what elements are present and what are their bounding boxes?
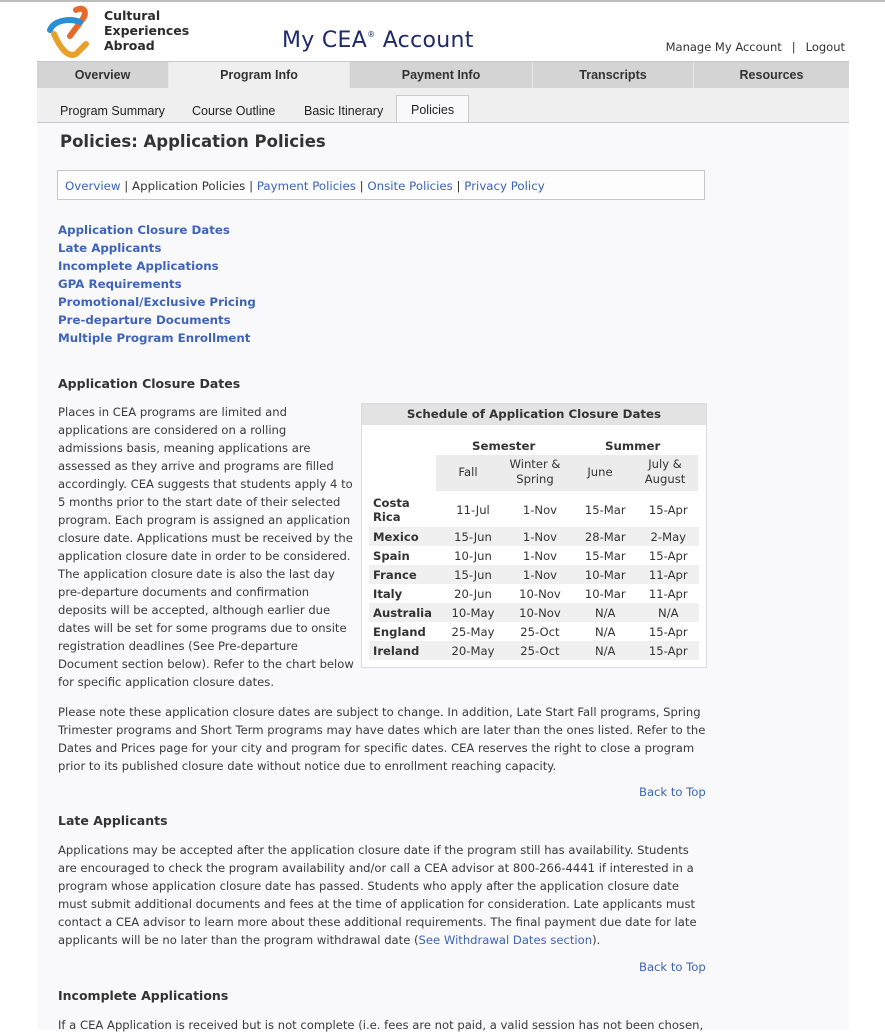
logo-line: Experiences bbox=[104, 23, 190, 38]
tab-transcripts[interactable]: Transcripts bbox=[533, 62, 694, 89]
logo-line: Abroad bbox=[104, 38, 155, 53]
sub-nav bbox=[37, 88, 849, 123]
page-title: Policies: Application Policies bbox=[60, 132, 326, 151]
late-text-end: ). bbox=[592, 933, 601, 947]
back-to-top-link[interactable]: Back to Top bbox=[639, 960, 706, 974]
anchor-late-applicants[interactable]: Late Applicants bbox=[58, 241, 162, 255]
separator: | bbox=[120, 179, 133, 193]
group-header-semester: Semester bbox=[472, 439, 536, 453]
tab-resources[interactable]: Resources bbox=[739, 68, 804, 82]
country-cell: England bbox=[373, 624, 426, 639]
schedule-row bbox=[369, 603, 699, 622]
withdrawal-dates-link[interactable]: See Withdrawal Dates section bbox=[418, 933, 593, 947]
logo-text bbox=[104, 8, 189, 53]
country-cell: Mexico bbox=[369, 527, 439, 546]
date-cell: 10-Nov bbox=[507, 603, 573, 622]
back-to-top-link[interactable]: Back to Top bbox=[639, 785, 706, 799]
logo-line: Cultural bbox=[104, 8, 161, 23]
logo-swirl-icon bbox=[46, 4, 102, 60]
policy-nav bbox=[57, 170, 705, 200]
column-header: June bbox=[587, 465, 613, 479]
anchor-promotional-pricing[interactable]: Promotional/Exclusive Pricing bbox=[58, 295, 256, 309]
section-heading-incomplete-applications: Incomplete Applications bbox=[58, 988, 229, 1003]
column-header: Fall bbox=[458, 465, 478, 479]
anchor-application-closure-dates[interactable]: Application Closure Dates bbox=[58, 223, 230, 237]
account-links bbox=[666, 40, 845, 54]
closure-intro-text: Places in CEA programs are limited and applications are considered on a rolling admissions basis, meaning applications are assessed as they arrive and programs are filled accordingly. CEA suggests that students apply 4 to 5 months prior to the start date of their selected program. Each program is assigned an application closure date. Applications must be received by the application closure date in order to be considered. The application closure date is also the last day pre-departure documents and confirmation deposits will be accepted, although earlier due dates will be set for some programs due to onsite registration deadlines (See Pre-departure Document section below). Refer to the chart below for specific application closure dates. bbox=[58, 405, 354, 689]
date-cell: 20-May bbox=[439, 641, 507, 660]
policy-nav-payment[interactable]: Payment Policies bbox=[256, 179, 356, 193]
cea-logo[interactable] bbox=[46, 4, 191, 60]
schedule-row bbox=[369, 527, 699, 546]
anchor-gpa-requirements[interactable]: GPA Requirements bbox=[58, 277, 182, 291]
site-title-main: My CEA bbox=[282, 28, 368, 53]
country-cell: Spain bbox=[373, 548, 410, 563]
registered-mark: ® bbox=[367, 30, 376, 39]
subtab-course-outline[interactable]: Course Outline bbox=[192, 104, 276, 118]
schedule-row bbox=[369, 622, 699, 641]
column-header-row bbox=[436, 455, 698, 491]
schedule-rows bbox=[369, 493, 699, 660]
section-heading-late-applicants: Late Applicants bbox=[58, 813, 168, 828]
separator: | bbox=[355, 179, 368, 193]
date-cell: 1-Nov bbox=[507, 527, 573, 546]
main-nav bbox=[37, 61, 849, 89]
date-cell: 28-Mar bbox=[573, 527, 638, 546]
anchor-incomplete-applications[interactable]: Incomplete Applications bbox=[58, 259, 219, 273]
schedule-caption: Schedule of Application Closure Dates bbox=[362, 404, 706, 425]
site-title bbox=[282, 28, 474, 53]
section-heading-closure-dates: Application Closure Dates bbox=[58, 376, 241, 391]
date-cell: N/A bbox=[594, 624, 616, 639]
top-border bbox=[0, 0, 885, 2]
group-header-summer: Summer bbox=[605, 439, 661, 453]
date-cell: 10-May bbox=[439, 603, 507, 622]
schedule-row bbox=[369, 565, 699, 584]
subtab-program-summary[interactable]: Program Summary bbox=[60, 104, 165, 118]
date-cell: 15-Mar bbox=[584, 548, 626, 563]
date-cell: N/A bbox=[573, 603, 638, 622]
subtab-policies[interactable]: Policies bbox=[396, 95, 469, 122]
country-cell: Italy bbox=[373, 586, 403, 601]
anchor-pre-departure-documents[interactable]: Pre-departure Documents bbox=[58, 313, 231, 327]
anchor-multiple-program-enrollment[interactable]: Multiple Program Enrollment bbox=[58, 331, 251, 345]
schedule-row bbox=[369, 641, 699, 660]
date-cell: 1-Nov bbox=[507, 565, 573, 584]
separator: | bbox=[245, 179, 257, 193]
subtab-basic-itinerary[interactable]: Basic Itinerary bbox=[304, 104, 384, 118]
date-cell: 15-Apr bbox=[648, 548, 688, 563]
tab-payment-info[interactable]: Payment Info bbox=[350, 62, 533, 89]
date-cell: 10-Nov bbox=[519, 586, 561, 601]
manage-account-link[interactable]: Manage My Account bbox=[665, 40, 782, 54]
closure-schedule-table bbox=[361, 403, 707, 668]
incomplete-applications-text: If a CEA Application is received but is not complete (i.e. fees are not paid, a valid session has not been chosen, bbox=[58, 1018, 704, 1032]
date-cell: 11-Jul bbox=[456, 503, 490, 517]
country-cell: Costa Rica bbox=[373, 496, 410, 524]
schedule-row bbox=[369, 493, 699, 527]
policy-nav-onsite[interactable]: Onsite Policies bbox=[367, 179, 453, 193]
date-cell: N/A bbox=[573, 641, 638, 660]
date-cell: 15-Apr bbox=[648, 503, 688, 517]
date-cell: 15-Mar bbox=[584, 503, 626, 517]
section-anchor-list bbox=[58, 221, 256, 347]
policy-nav-current: Application Policies bbox=[132, 179, 246, 193]
column-header: Winter & Spring bbox=[509, 457, 561, 486]
late-applicants-text bbox=[58, 841, 708, 949]
date-cell: 20-Jun bbox=[454, 586, 492, 601]
date-cell: 1-Nov bbox=[522, 548, 558, 563]
schedule-row bbox=[369, 584, 699, 603]
tab-overview[interactable]: Overview bbox=[37, 62, 169, 89]
date-cell: 2-May bbox=[638, 527, 699, 546]
date-cell: 15-Apr bbox=[648, 624, 688, 639]
column-header: July & August bbox=[644, 457, 686, 486]
date-cell: 10-Mar bbox=[573, 565, 638, 584]
country-cell: Ireland bbox=[369, 641, 439, 660]
date-cell: 25-May bbox=[451, 624, 495, 639]
late-text: Applications may be accepted after the application closure date if the program still has availability. Students are encouraged to check the program availability and/or call a CEA advisor at 800-266-4441 if interested in a program whose application closure date has passed. Students who apply after the application closure date must submit additional documents and fees at the time of application for consideration. Late applicants must contact a CEA advisor to learn more about these additional requirements. The final payment due date for late applicants will be no later than the program withdrawal date ( bbox=[58, 843, 697, 947]
date-cell: 15-Jun bbox=[439, 565, 507, 584]
country-cell: France bbox=[369, 565, 439, 584]
separator: | bbox=[452, 179, 465, 193]
date-cell: 15-Jun bbox=[439, 527, 507, 546]
policy-nav-overview[interactable]: Overview bbox=[65, 179, 121, 193]
date-cell: 25-Oct bbox=[507, 641, 573, 660]
country-cell: Australia bbox=[369, 603, 439, 622]
date-cell: 10-Jun bbox=[454, 548, 492, 563]
date-cell: 15-Apr bbox=[638, 641, 699, 660]
date-cell: 11-Apr bbox=[638, 565, 699, 584]
date-cell: 10-Mar bbox=[584, 586, 626, 601]
policy-nav-privacy[interactable]: Privacy Policy bbox=[464, 179, 545, 193]
schedule-row bbox=[369, 546, 699, 565]
separator: | bbox=[791, 40, 796, 54]
tab-program-info[interactable]: Program Info bbox=[169, 62, 350, 89]
date-cell: 1-Nov bbox=[522, 503, 558, 517]
date-cell: 11-Apr bbox=[648, 586, 688, 601]
date-cell: N/A bbox=[638, 603, 699, 622]
closure-note-text: Please note these application closure dates are subject to change. In addition, Late Start Fall programs, Spring Trimester programs and Short Term programs may have dates which are later than the ones listed. Refer to the Dates and Prices page for your city and program for specific dates. CEA reserves the right to close a program prior to its published closure date without notice due to enrollment reaching capacity. bbox=[58, 705, 706, 773]
site-title-suffix: Account bbox=[382, 28, 474, 53]
date-cell: 25-Oct bbox=[520, 624, 560, 639]
logout-link[interactable]: Logout bbox=[805, 40, 845, 54]
